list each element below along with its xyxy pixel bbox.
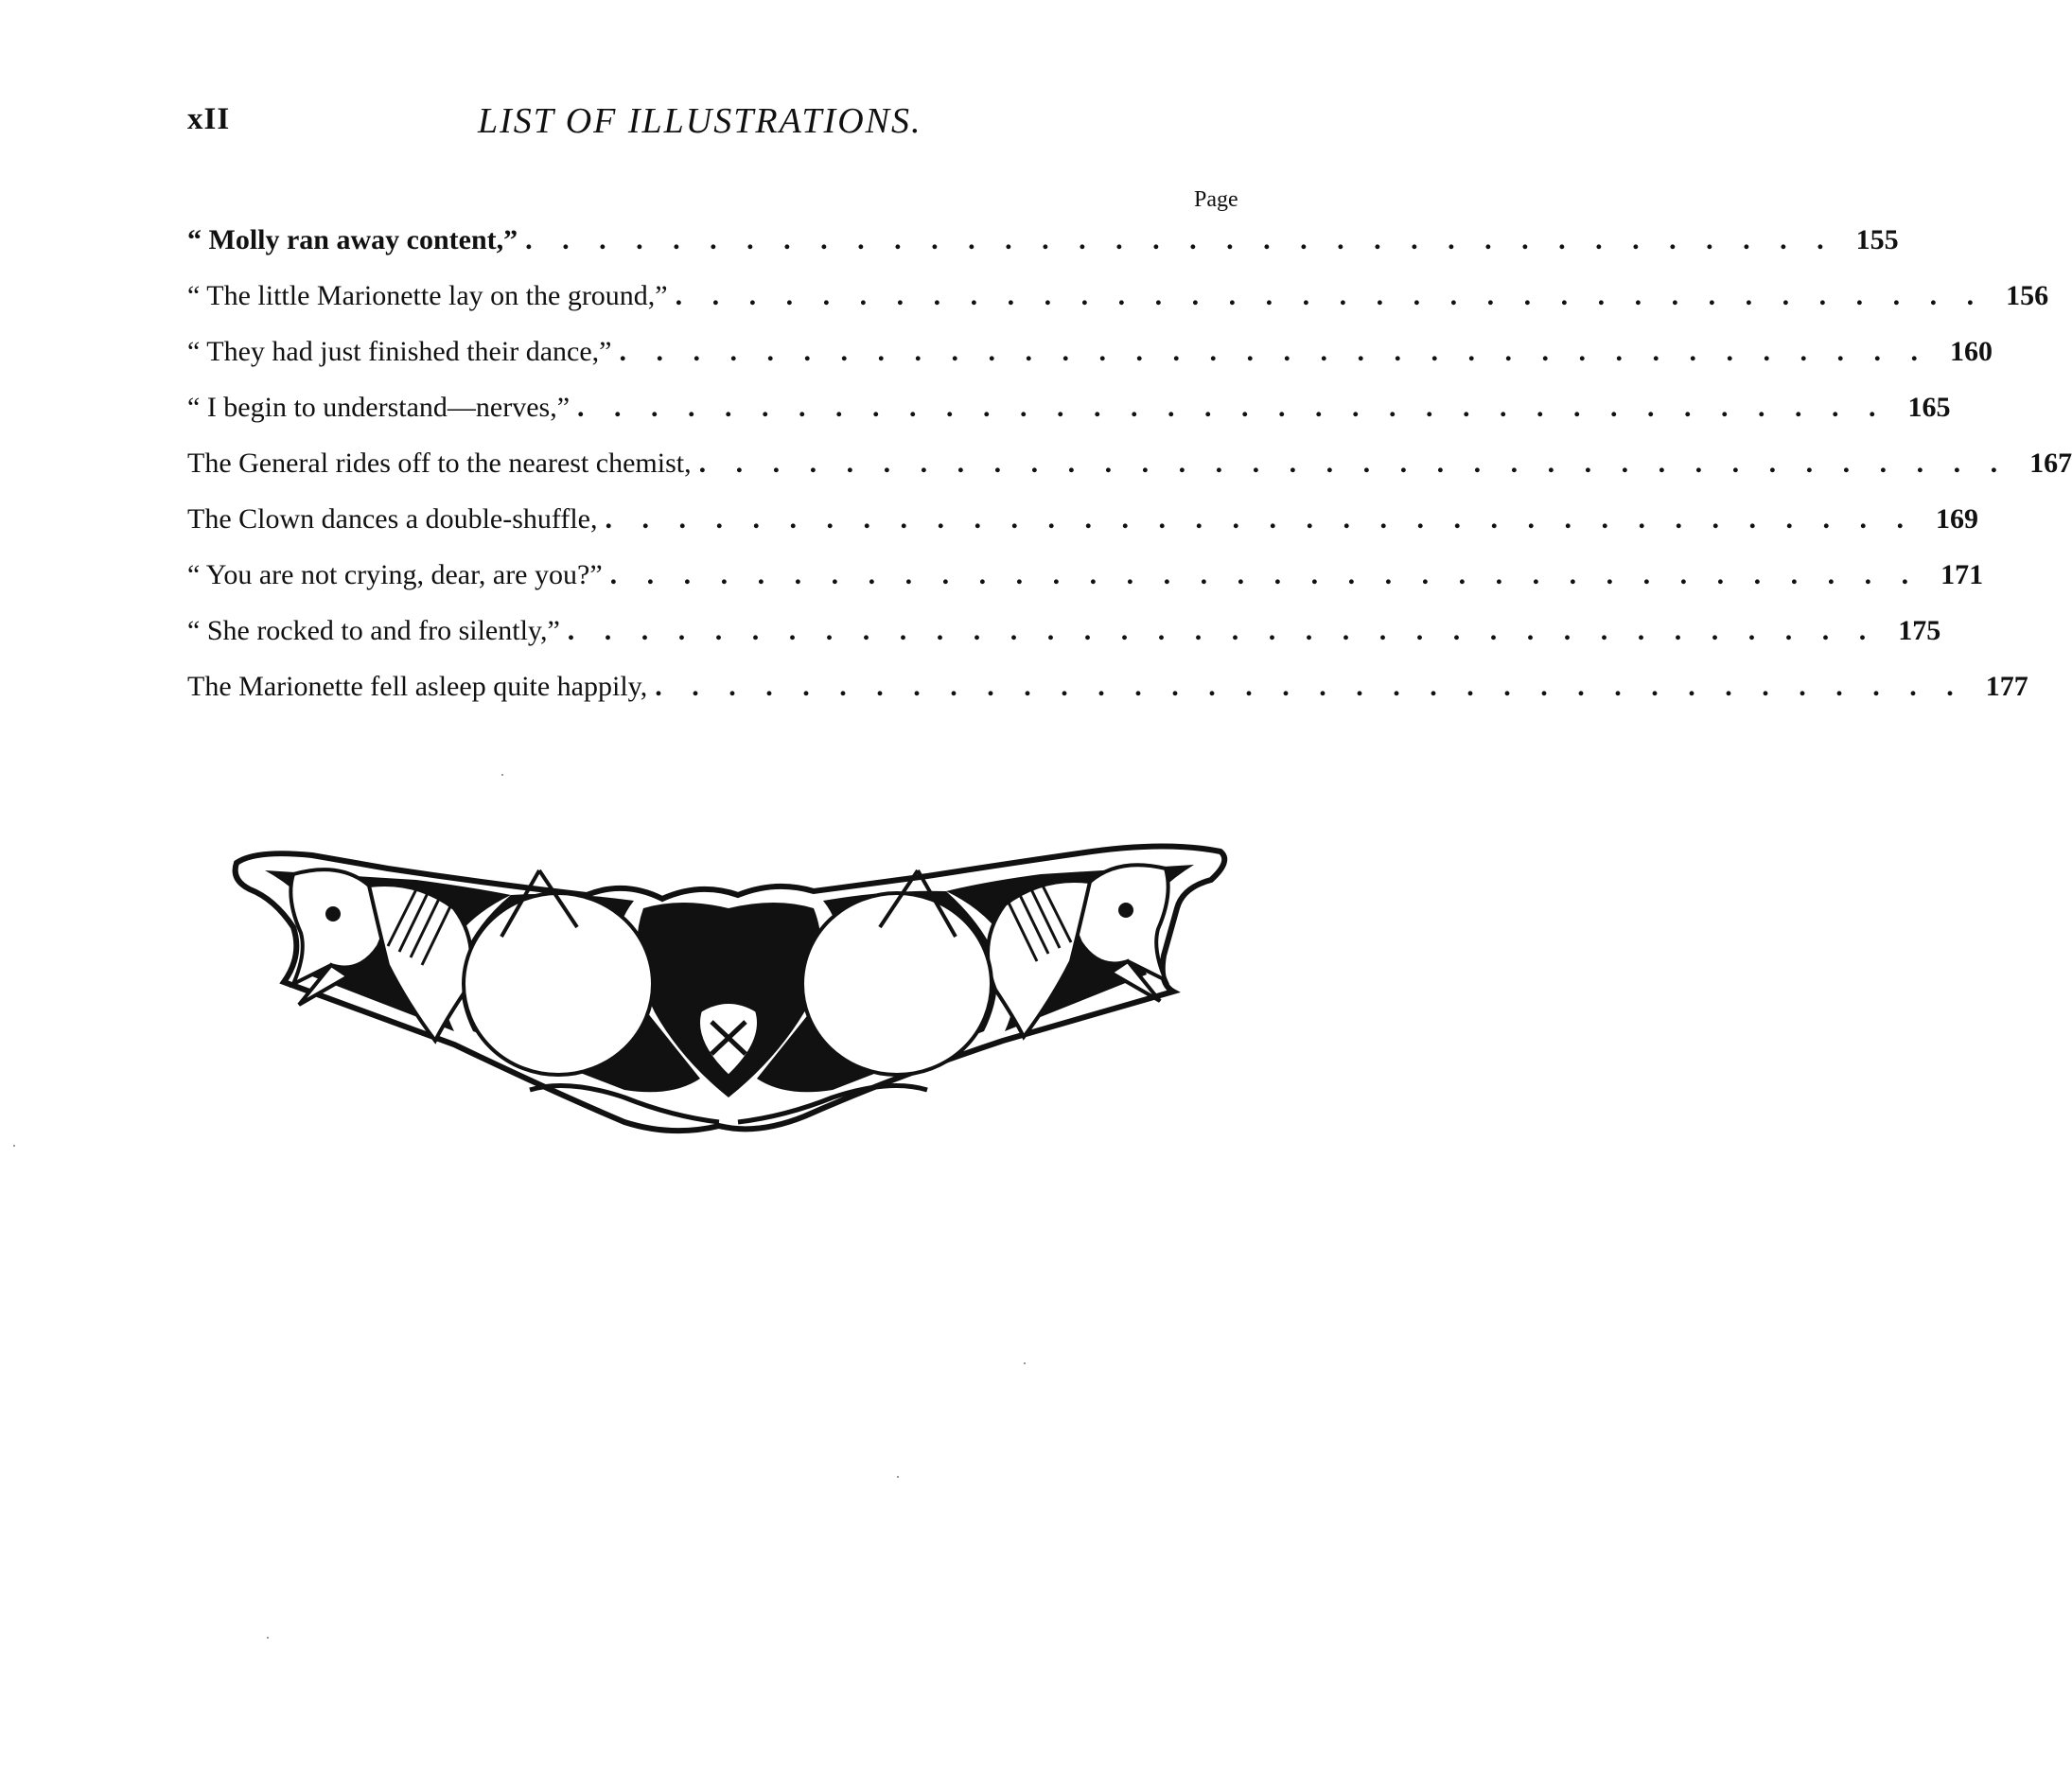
list-item xyxy=(187,221,1899,277)
tailpiece-birds-ornament-icon xyxy=(227,842,1232,1145)
list-item xyxy=(187,277,2049,333)
speck xyxy=(501,774,503,776)
entry-page: 167 xyxy=(2029,448,2072,479)
entry-title: “ I begin to understand—nerves,” xyxy=(187,392,571,423)
leader-dots: . . . . . . . . . . . . . . . . . . . . . . . . . . . . . . . . . . . . xyxy=(605,503,1915,535)
entry-page: 165 xyxy=(1907,392,1951,423)
leader-dots: . . . . . . . . . . . . . . . . . . . . . . . . . . . . . . . . . . . . xyxy=(619,336,1929,367)
speck xyxy=(1024,1362,1026,1364)
leader-dots: . . . . . . . . . . . . . . . . . . . . . . . . . . . . . . . . . . . . xyxy=(698,448,2010,479)
entry-page: 156 xyxy=(2006,280,2049,311)
leader-dots: . . . . . . . . . . . . . . . . . . . . . . . . . . . . . . . . . . . . xyxy=(567,615,1878,646)
entry-title: The General rides off to the nearest chemist, xyxy=(187,448,692,479)
entry-title: “ The little Marionette lay on the ground,” xyxy=(187,280,668,311)
entry-title: The Clown dances a double-shuffle, xyxy=(187,503,598,535)
speck xyxy=(267,1637,269,1639)
list-item xyxy=(187,668,2028,724)
entry-page: 169 xyxy=(1936,503,1978,535)
entry-page: 160 xyxy=(1949,336,1993,367)
page-column-label: Page xyxy=(1194,187,1238,212)
entry-title: The Marionette fell asleep quite happily, xyxy=(187,671,648,702)
entry-title: “ They had just finished their dance,” xyxy=(187,336,612,367)
entry-page: 155 xyxy=(1855,224,1899,255)
list-item xyxy=(187,556,1984,612)
list-item xyxy=(187,389,1951,445)
speck xyxy=(897,1476,899,1478)
list-item xyxy=(187,612,1941,668)
entry-page: 175 xyxy=(1898,615,1941,646)
entry-page: 171 xyxy=(1940,559,1984,590)
illustrations-list xyxy=(187,221,2072,724)
list-item xyxy=(187,333,1993,389)
entry-title: “ You are not crying, dear, are you?” xyxy=(187,559,603,590)
page-number: xII xyxy=(187,102,231,136)
speck xyxy=(13,1145,15,1147)
leader-dots: . . . . . . . . . . . . . . . . . . . . . . . . . . . . . . . . . . . . xyxy=(609,559,1921,590)
list-item xyxy=(187,445,2072,500)
list-item xyxy=(187,500,1978,556)
entry-page: 177 xyxy=(1985,671,2028,702)
running-title: LIST OF ILLUSTRATIONS. xyxy=(478,101,922,141)
leader-dots: . . . . . . . . . . . . . . . . . . . . . . . . . . . . . . . . . . . . xyxy=(577,392,1888,423)
leader-dots: . . . . . . . . . . . . . . . . . . . . . . . . . . . . . . . . . . . . xyxy=(655,671,1965,702)
entry-title: “ She rocked to and fro silently,” xyxy=(187,615,560,646)
leader-dots: . . . . . . . . . . . . . . . . . . . . . . . . . . . . . . . . . . . . xyxy=(675,280,1986,311)
leader-dots: . . . . . . . . . . . . . . . . . . . . . . . . . . . . . . . . . . . . xyxy=(525,224,1835,255)
entry-title: “ Molly ran away content,” xyxy=(187,224,518,255)
